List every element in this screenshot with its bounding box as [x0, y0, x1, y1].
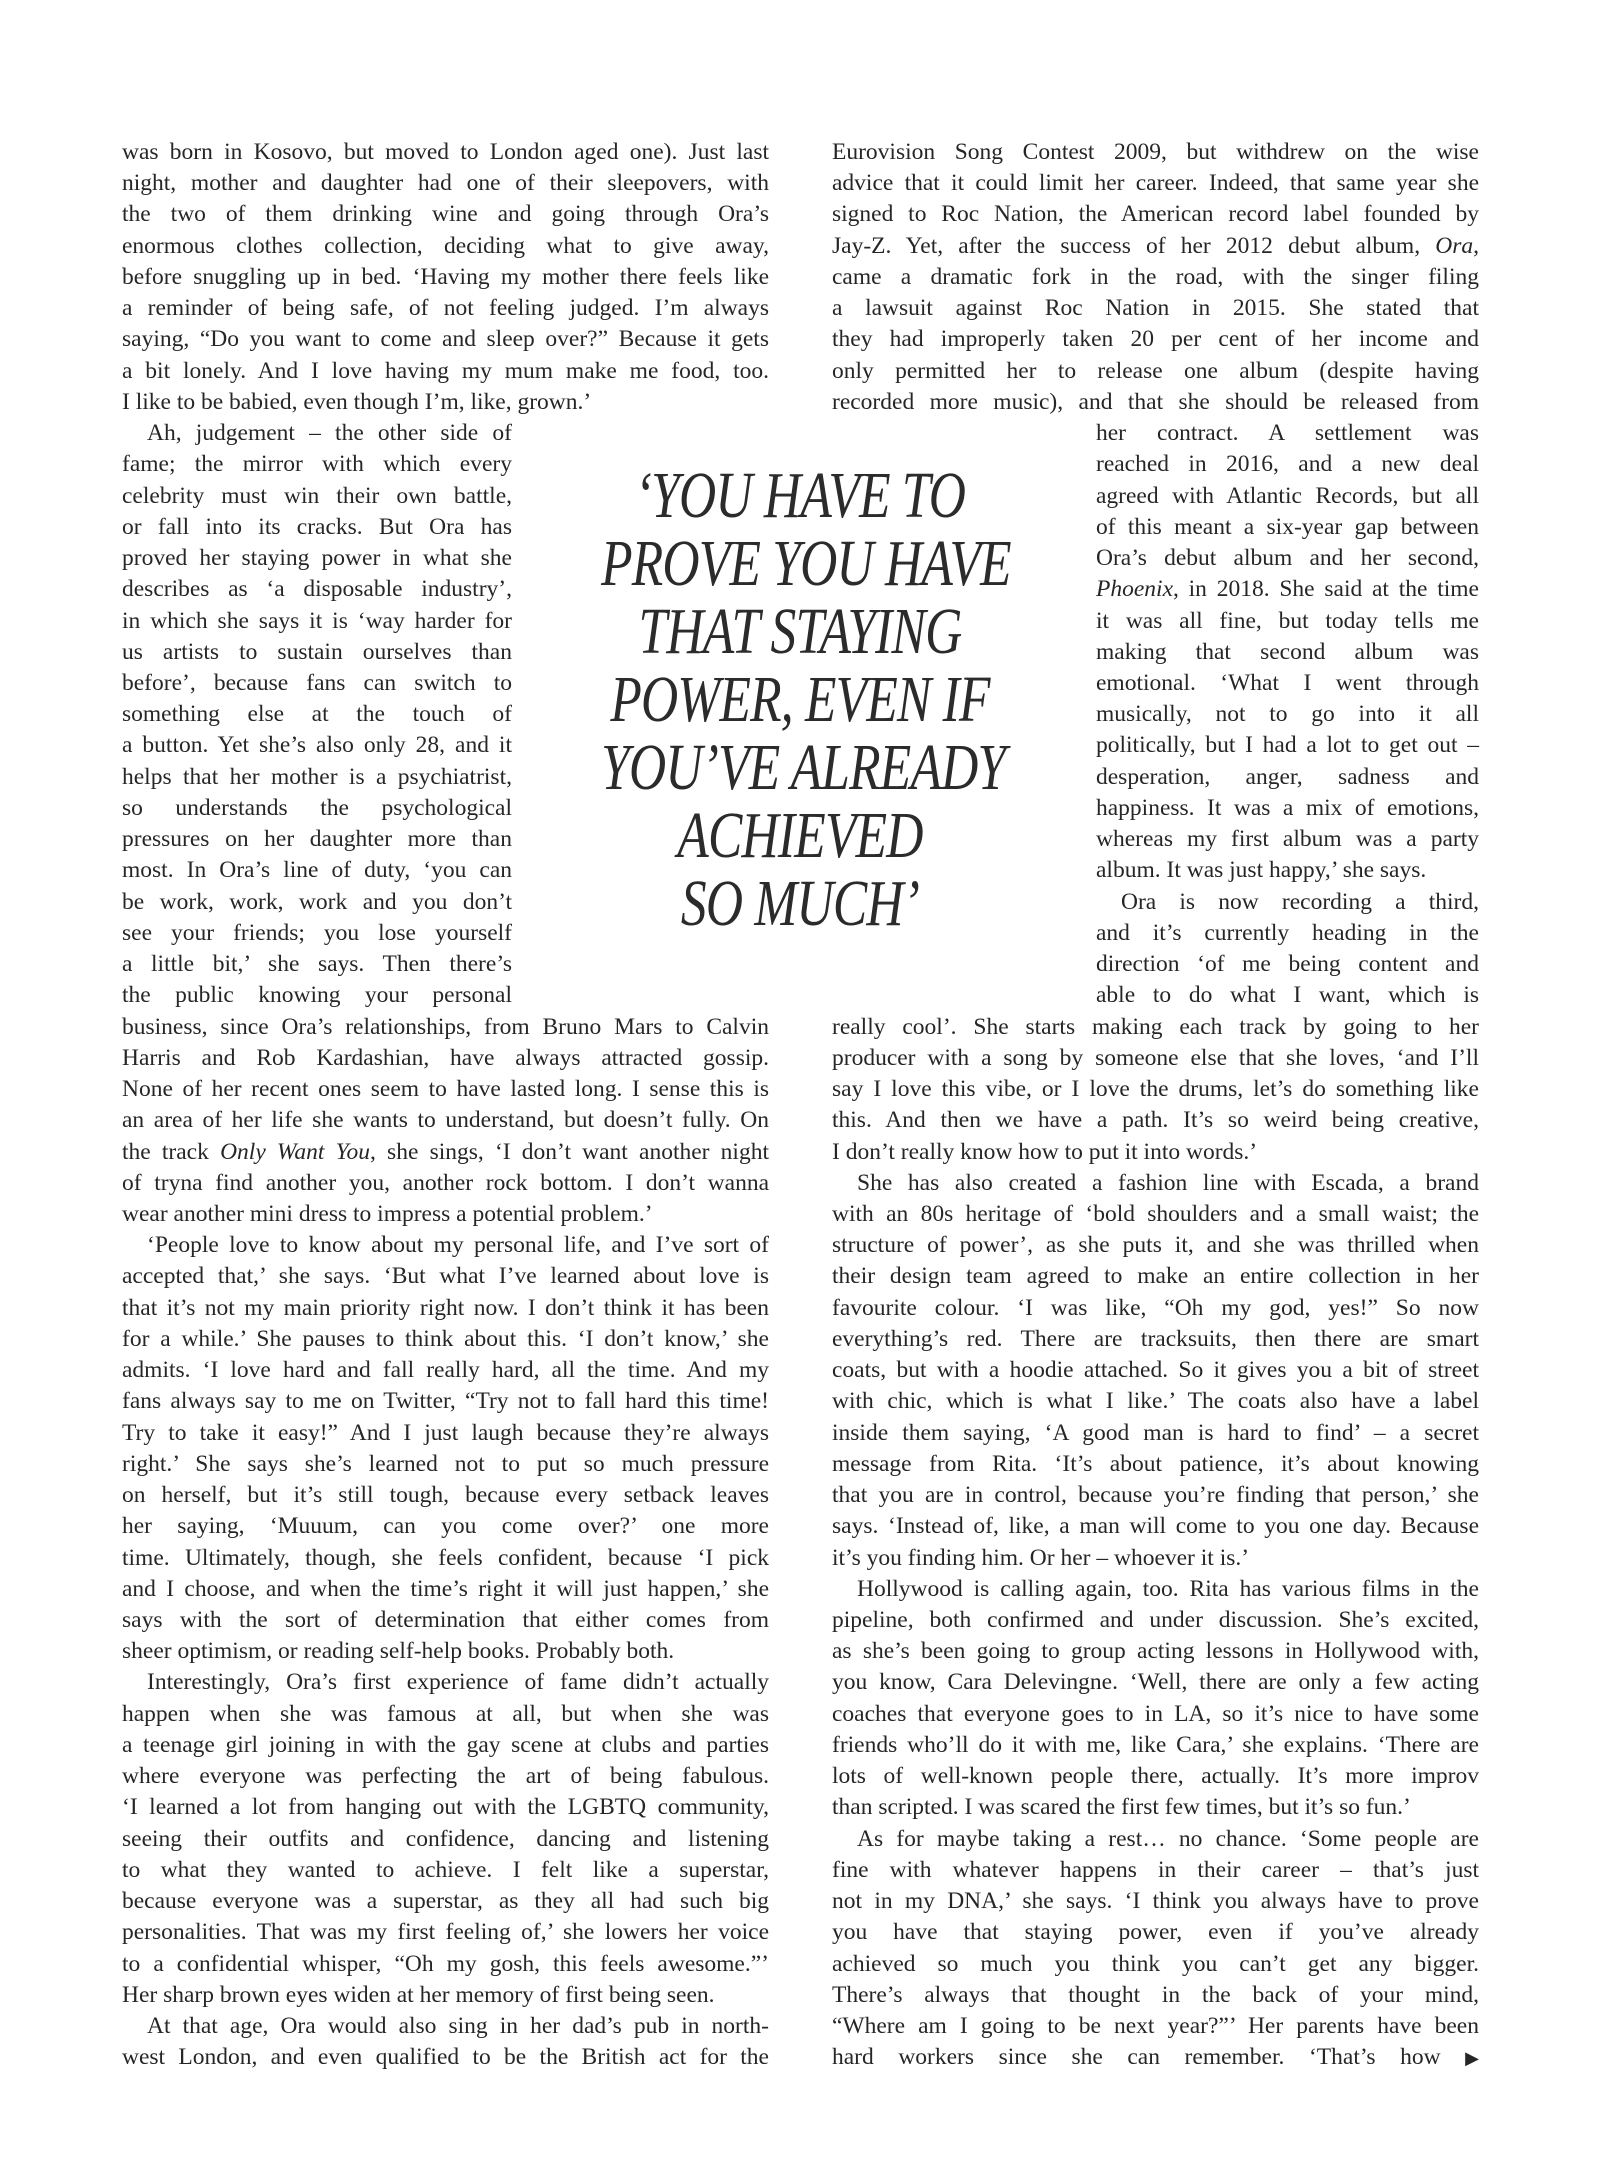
text-line: the two of them drinking wine and going through Ora’s [122, 201, 769, 228]
text-line: recorded more music), and that she should be released from [832, 388, 1479, 415]
text-line: everything’s red. There are tracksuits, then there are smart [832, 1325, 1479, 1352]
text-line: friends who’ll do it with me, like Cara,’ she explains. ‘There are [832, 1731, 1479, 1758]
text-line: proved her staying power in what she [122, 545, 512, 572]
text-line: in which she says it is ‘way harder for [122, 607, 512, 634]
text-line: Interestingly, Ora’s first experience of fame didn’t actually [147, 1669, 769, 1696]
text-line: really cool’. She starts making each track by going to her [832, 1013, 1479, 1040]
text-line: a little bit,’ she says. Then there’s [122, 951, 512, 978]
pull-quote-line: POWER, EVEN IF [610, 663, 990, 736]
text-line: on herself, but it’s still tough, because every setback leaves [122, 1482, 769, 1509]
text-line: a button. Yet she’s also only 28, and it [122, 732, 512, 759]
text-line: achieved so much you think you can’t get any bigger. [832, 1950, 1479, 1977]
text-line: desperation, anger, sadness and [1096, 763, 1479, 790]
text-line: seeing their outfits and confidence, dancing and listening [122, 1825, 769, 1852]
text-line: says with the sort of determination that either comes from [122, 1607, 769, 1634]
text-line: than scripted. I was scared the first few times, but it’s so fun.’ [832, 1794, 1411, 1821]
text-line: see your friends; you lose yourself [122, 919, 512, 946]
text-line: that you are in control, because you’re finding that person,’ she [832, 1482, 1479, 1509]
text-line: Try to take it easy!” And I just laugh because they’re always [122, 1419, 769, 1446]
text-line: right.’ She says she’s learned not to put so much pressure [122, 1450, 769, 1477]
text-line: they had improperly taken 20 per cent of her income and [832, 326, 1479, 353]
text-line: ‘People love to know about my personal life, and I’ve sort of [147, 1232, 769, 1259]
text-line: and I choose, and when the time’s right it will just happen,’ she [122, 1575, 769, 1602]
text-line: Her sharp brown eyes widen at her memory of first being seen. [122, 1981, 715, 2008]
text-line: time. Ultimately, though, she feels confident, because ‘I pick [122, 1544, 769, 1571]
pull-quote-line: YOU’VE ALREADY [601, 731, 1006, 804]
text-line: of tryna find another you, another rock bottom. I don’t wanna [122, 1169, 769, 1196]
text-line: with an 80s heritage of ‘bold shoulders and a small waist; the [832, 1200, 1479, 1227]
text-line: came a dramatic fork in the road, with the singer filing [832, 263, 1479, 290]
text-line: something else at the touch of [122, 701, 512, 728]
text-line: signed to Roc Nation, the American record label founded by [832, 201, 1479, 228]
text-line: a reminder of being safe, of not feeling judged. I’m always [122, 295, 769, 322]
text-line: before snuggling up in bed. ‘Having my mother there feels like [122, 263, 769, 290]
text-line: their design team agreed to make an entire collection in her [832, 1263, 1479, 1290]
article-column-right [832, 137, 1479, 2074]
text-line: as she’s been going to group acting lessons in Hollywood with, [832, 1638, 1479, 1665]
text-line: lots of well-known people there, actually. It’s more improv [832, 1763, 1479, 1790]
text-line: direction ‘of me being content and [1096, 951, 1479, 978]
article-column-left [122, 137, 769, 2074]
text-line: most. In Ora’s line of duty, ‘you can [122, 857, 512, 884]
text-line: this. And then we have a path. It’s so weird being creative, [832, 1107, 1479, 1134]
text-line: and it’s currently heading in the [1096, 919, 1479, 946]
text-line: you know, Cara Delevingne. ‘Well, there are only a few acting [832, 1669, 1479, 1696]
text-line: emotional. ‘What I went through [1096, 669, 1479, 696]
text-line: us artists to sustain ourselves than [122, 638, 512, 665]
text-line: reached in 2016, and a new deal [1096, 451, 1479, 478]
text-line: a teenage girl joining in with the gay scene at clubs and parties [122, 1731, 769, 1758]
text-line: There’s always that thought in the back of your mind, [832, 1981, 1479, 2008]
text-line: fame; the mirror with which every [122, 451, 512, 478]
text-line: fine with whatever happens in their career – that’s just [832, 1856, 1479, 1883]
text-line: happiness. It was a mix of emotions, [1096, 794, 1479, 821]
text-line: pressures on her daughter more than [122, 826, 512, 853]
text-line: musically, not to go into it all [1096, 701, 1479, 728]
text-line: Ah, judgement – the other side of [147, 420, 512, 447]
text-line: inside them saying, ‘A good man is hard to find’ – a secret [832, 1419, 1479, 1446]
text-line: describes as ‘a disposable industry’, [122, 576, 512, 603]
text-line: wear another mini dress to impress a potential problem.’ [122, 1200, 653, 1227]
text-line: saying, “Do you want to come and sleep over?” Because it gets [122, 326, 769, 353]
text-line: personalities. That was my first feeling of,’ she lowers her voice [122, 1919, 769, 1946]
text-line: coaches that everyone goes to in LA, so it’s nice to have some [832, 1700, 1479, 1727]
text-line: Ora is now recording a third, [1121, 888, 1479, 915]
text-line: album. It was just happy,’ she says. [1096, 857, 1427, 884]
text-line: She has also created a fashion line with Escada, a brand [857, 1169, 1479, 1196]
text-line: producer with a song by someone else that she loves, ‘and I’ll [832, 1044, 1479, 1071]
text-line: Ora’s debut album and her second, [1096, 545, 1479, 572]
text-line: Jay-Z. Yet, after the success of her 2012 debut album, Ora, [832, 232, 1479, 259]
text-line: making that second album was [1096, 638, 1479, 665]
text-line: “Where am I going to be next year?”’ Her parents have been [832, 2013, 1479, 2040]
text-line: you have that staying power, even if you’ve already [832, 1919, 1479, 1946]
text-line: celebrity must win their own battle, [122, 482, 512, 509]
text-line: I don’t really know how to put it into words.’ [832, 1138, 1258, 1165]
text-line: hard workers since she can remember. ‘That’s how ▶ [832, 2044, 1479, 2071]
text-line: business, since Ora’s relationships, from Bruno Mars to Calvin [122, 1013, 769, 1040]
text-line: be work, work, work and you don’t [122, 888, 512, 915]
text-line: the track Only Want You, she sings, ‘I don’t want another night [122, 1138, 769, 1165]
text-line: happen when she was famous at all, but when she was [122, 1700, 769, 1727]
pull-quote-line: PROVE YOU HAVE [601, 527, 1011, 600]
text-line: was born in Kosovo, but moved to London aged one). Just last [122, 139, 769, 165]
text-line: pipeline, both confirmed and under discussion. She’s excited, [832, 1607, 1479, 1634]
text-line: Eurovision Song Contest 2009, but withdrew on the wise [832, 139, 1479, 165]
text-line: of this meant a six-year gap between [1096, 513, 1479, 540]
triangle-right-icon: ▶ [1465, 2048, 1479, 2069]
text-line: At that age, Ora would also sing in her dad’s pub in north- [147, 2013, 769, 2040]
text-line: for a while.’ She pauses to think about this. ‘I don’t know,’ she [122, 1325, 769, 1352]
text-line: None of her recent ones seem to have lasted long. I sense this is [122, 1076, 769, 1103]
text-line: I like to be babied, even though I’m, like, grown.’ [122, 388, 592, 415]
text-line: ‘I learned a lot from hanging out with the LGBTQ community, [122, 1794, 769, 1821]
text-line: As for maybe taking a rest… no chance. ‘Some people are [857, 1825, 1479, 1852]
text-line: only permitted her to release one album (despite having [832, 357, 1479, 384]
text-line: the public knowing your personal [122, 982, 512, 1009]
text-line: able to do what I want, which is [1096, 982, 1479, 1009]
text-line: whereas my first album was a party [1096, 826, 1479, 853]
text-line: advice that it could limit her career. Indeed, that same year she [832, 170, 1479, 197]
text-line: helps that her mother is a psychiatrist, [122, 763, 512, 790]
text-line: it’s you finding him. Or her – whoever it is.’ [832, 1544, 1250, 1571]
text-line: Harris and Rob Kardashian, have always attracted gossip. [122, 1044, 769, 1071]
text-line: it was all fine, but today tells me [1096, 607, 1479, 634]
text-line: Hollywood is calling again, too. Rita has various films in the [857, 1575, 1479, 1602]
text-line: agreed with Atlantic Records, but all [1096, 482, 1479, 509]
text-line: says. ‘Instead of, like, a man will come to you one day. Because [832, 1513, 1479, 1540]
text-line: a lawsuit against Roc Nation in 2015. She stated that [832, 295, 1479, 322]
text-line: west London, and even qualified to be the British act for the [122, 2044, 769, 2071]
text-line: to what they wanted to achieve. I felt like a superstar, [122, 1856, 769, 1883]
text-line: coats, but with a hoodie attached. So it gives you a bit of street [832, 1357, 1479, 1384]
text-line: say I love this vibe, or I love the drums, let’s do something like [832, 1076, 1479, 1103]
text-line: structure of power’, as she puts it, and she was thrilled when [832, 1232, 1479, 1259]
text-line: where everyone was perfecting the art of being fabulous. [122, 1763, 769, 1790]
text-line: because everyone was a superstar, as they all had such big [122, 1888, 769, 1915]
text-line: so understands the psychological [122, 794, 512, 821]
pull-quote-line: ‘YOU HAVE TO [634, 459, 966, 532]
text-line: that it’s not my main priority right now. I don’t think it has been [122, 1294, 769, 1321]
text-line: before’, because fans can switch to [122, 669, 512, 696]
text-line: Phoenix, in 2018. She said at the time [1096, 576, 1479, 603]
text-line: to a confidential whisper, “Oh my gosh, this feels awesome.”’ [122, 1950, 769, 1977]
text-line: favourite colour. ‘I was like, “Oh my god, yes!” So now [832, 1294, 1479, 1321]
pull-quote-line: ACHIEVED [677, 799, 923, 872]
text-line: message from Rita. ‘It’s about patience, it’s about knowing [832, 1450, 1479, 1477]
text-line: with chic, which is what I like.’ The coats also have a label [832, 1388, 1479, 1415]
text-line: her contract. A settlement was [1096, 420, 1479, 447]
pull-quote-line: SO MUCH’ [680, 867, 920, 940]
text-line: an area of her life she wants to understand, but doesn’t fully. On [122, 1107, 769, 1134]
pull-quote-line: THAT STAYING [638, 595, 962, 668]
text-line: enormous clothes collection, deciding what to give away, [122, 232, 769, 259]
text-line: her saying, ‘Muuum, can you come over?’ one more [122, 1513, 769, 1540]
text-line: not in my DNA,’ she says. ‘I think you always have to prove [832, 1888, 1479, 1915]
text-line: or fall into its cracks. But Ora has [122, 513, 512, 540]
text-line: night, mother and daughter had one of their sleepovers, with [122, 170, 769, 197]
text-line: admits. ‘I love hard and fall really hard, all the time. And my [122, 1357, 769, 1384]
text-line: politically, but I had a lot to get out – [1096, 732, 1479, 759]
text-line: accepted that,’ she says. ‘But what I’ve learned about love is [122, 1263, 769, 1290]
text-line: a bit lonely. And I love having my mum make me food, too. [122, 357, 769, 384]
text-line: fans always say to me on Twitter, “Try not to fall hard this time! [122, 1388, 769, 1415]
text-line: sheer optimism, or reading self-help books. Probably both. [122, 1638, 675, 1665]
